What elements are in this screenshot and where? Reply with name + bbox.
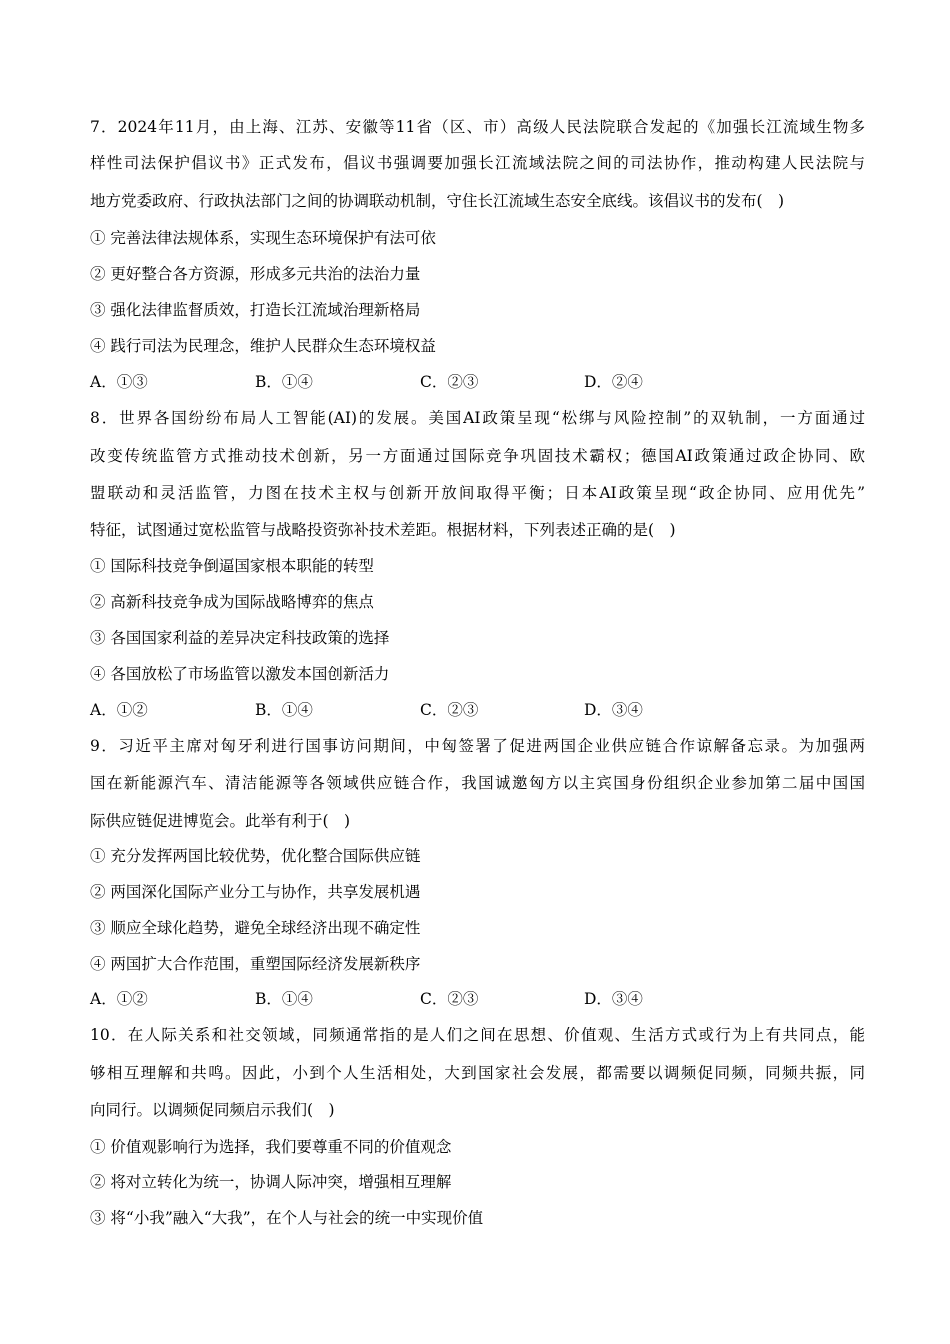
q9-option-d[interactable]: D．③④ — [584, 990, 643, 1008]
q9-item-2: ② 两国深化国际产业分工与协作，共享发展机遇 — [90, 883, 421, 901]
q8-option-a[interactable]: A．①② — [90, 701, 148, 719]
q8-stem-line-2: 改变传统监管方式推动技术创新，另一方面通过国际竞争巩固技术霸权；德国AI政策通过政企协同、欧 — [90, 447, 865, 465]
q7-options — [90, 372, 790, 392]
q7-stem-line-1: 7．2024年11月，由上海、江苏、安徽等11省（区、市）高级人民法院联合发起的《加强长江流域生物多 — [90, 118, 865, 136]
q7-option-d[interactable]: D．②④ — [584, 373, 643, 391]
q7-option-c[interactable]: C．②③ — [420, 373, 479, 391]
q7-option-a[interactable]: A．①③ — [90, 373, 148, 391]
q10-stem-line-2: 够相互理解和共鸣。因此，小到个人生活相处，大到国家社会发展，都需要以调频促同频，同频共振，同 — [90, 1064, 865, 1082]
q9-item-1: ① 充分发挥两国比较优势，优化整合国际供应链 — [90, 847, 421, 865]
q7-item-4: ④ 践行司法为民理念，维护人民群众生态环境权益 — [90, 337, 436, 355]
q7-item-3: ③ 强化法律监督质效，打造长江流域治理新格局 — [90, 301, 421, 319]
q9-item-4: ④ 两国扩大合作范围，重塑国际经济发展新秩序 — [90, 955, 421, 973]
q8-option-b[interactable]: B．①④ — [255, 701, 313, 719]
q9-option-b[interactable]: B．①④ — [255, 990, 313, 1008]
q9-stem-line-1: 9．习近平主席对匈牙利进行国事访问期间，中匈签署了促进两国企业供应链合作谅解备忘录。为加强两 — [90, 737, 865, 755]
q8-option-d[interactable]: D．③④ — [584, 701, 643, 719]
q10-item-3: ③ 将“小我”融入“大我”，在个人与社会的统一中实现价值 — [90, 1209, 484, 1227]
q10-stem-line-1: 10．在人际关系和社交领域，同频通常指的是人们之间在思想、价值观、生活方式或行为上有共同点，能 — [90, 1026, 865, 1044]
q8-stem-line-4: 特征，试图通过宽松监管与战略投资弥补技术差距。根据材料，下列表述正确的是( ) — [90, 521, 676, 539]
q7-stem-line-2: 样性司法保护倡议书》正式发布，倡议书强调要加强长江流域法院之间的司法协作，推动构建人民法院与 — [90, 154, 865, 172]
q9-option-a[interactable]: A．①② — [90, 990, 148, 1008]
q8-stem-line-3: 盟联动和灵活监管，力图在技术主权与创新开放间取得平衡；日本AI政策呈现“政企协同、应用优先” — [90, 484, 865, 502]
q8-options — [90, 700, 790, 720]
q9-item-3: ③ 顺应全球化趋势，避免全球经济出现不确定性 — [90, 919, 421, 937]
q10-item-2: ② 将对立转化为统一，协调人际冲突，增强相互理解 — [90, 1173, 452, 1191]
q10-stem-line-3: 向同行。以调频促同频启示我们( ) — [90, 1101, 335, 1119]
q8-stem-line-1: 8．世界各国纷纷布局人工智能(AI)的发展。美国AI政策呈现“松绑与风险控制”的双轨制，一方面通过 — [90, 409, 865, 427]
q7-stem-line-3: 地方党委政府、行政执法部门之间的协调联动机制，守住长江流域生态安全底线。该倡议书的发布( ) — [90, 192, 785, 210]
q9-stem-line-3: 际供应链促进博览会。此举有利于( ) — [90, 812, 351, 830]
q8-item-3: ③ 各国国家利益的差异决定科技政策的选择 — [90, 629, 390, 647]
q9-stem-line-2: 国在新能源汽车、清洁能源等各领域供应链合作，我国诚邀匈方以主宾国身份组织企业参加第二届中国国 — [90, 774, 865, 792]
q7-option-b[interactable]: B．①④ — [255, 373, 313, 391]
q8-item-4: ④ 各国放松了市场监管以激发本国创新活力 — [90, 665, 390, 683]
q8-item-1: ① 国际科技竞争倒逼国家根本职能的转型 — [90, 557, 374, 575]
q8-option-c[interactable]: C．②③ — [420, 701, 479, 719]
q8-item-2: ② 高新科技竞争成为国际战略博弈的焦点 — [90, 593, 374, 611]
q9-options — [90, 989, 790, 1009]
q7-item-1: ① 完善法律法规体系，实现生态环境保护有法可依 — [90, 229, 436, 247]
q9-option-c[interactable]: C．②③ — [420, 990, 479, 1008]
q7-item-2: ② 更好整合各方资源，形成多元共治的法治力量 — [90, 265, 421, 283]
q10-item-1: ① 价值观影响行为选择，我们要尊重不同的价值观念 — [90, 1138, 452, 1156]
